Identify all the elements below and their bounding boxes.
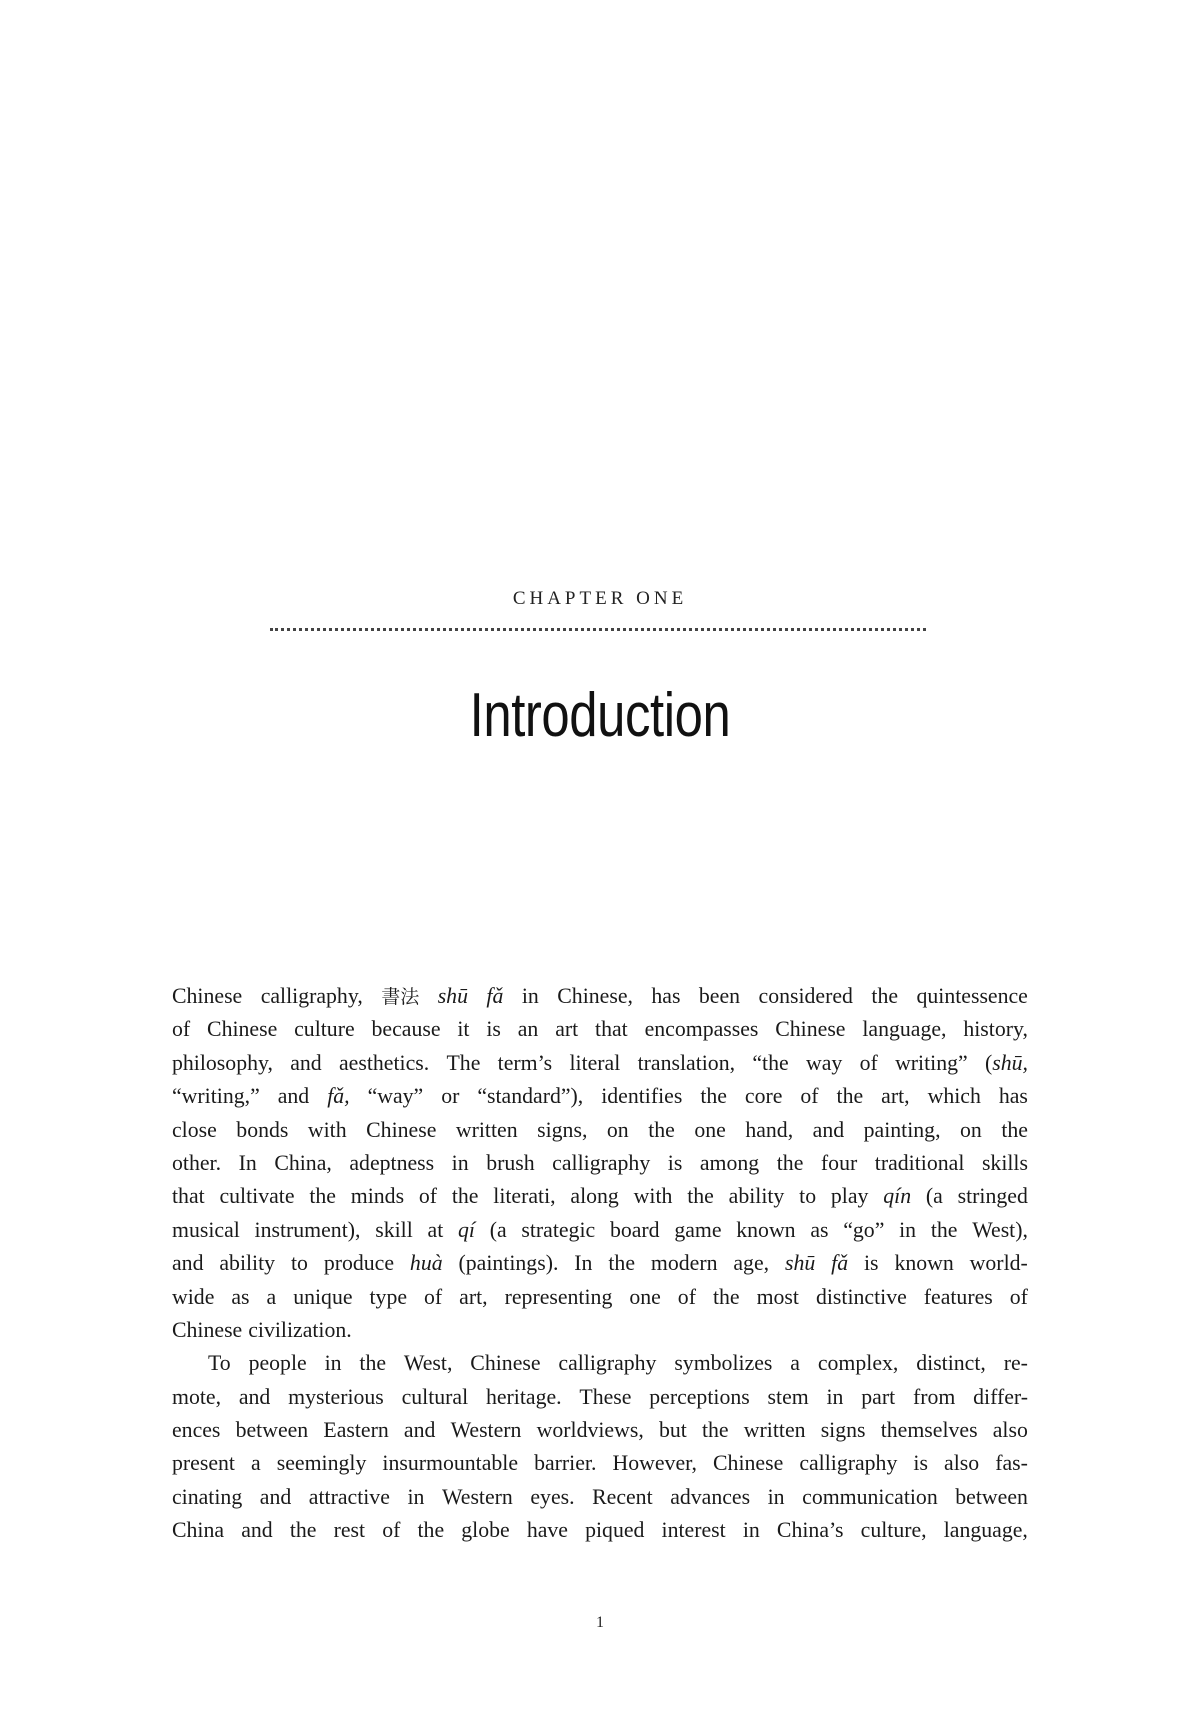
text-line: cinating and attractive in Western eyes. Recent advances in communication between	[172, 1484, 1028, 1509]
text-line: ences between Eastern and Western worldviews, but the written signs themselves also	[172, 1418, 1028, 1443]
page-number: 1	[596, 1614, 604, 1631]
text-line: mote, and mysterious cultural heritage. These perceptions stem in part from differ-	[172, 1384, 1028, 1409]
dotted-rule	[270, 628, 926, 631]
text-line: “writing,” and fǎ, “way” or “standard”), identifies the core of the art, which has	[172, 1084, 1028, 1109]
text-line: Chinese calligraphy, 書法 shū fǎ in Chinese, has been considered the quintessence	[172, 984, 1028, 1008]
text-line: that cultivate the minds of the literati, along with the ability to play qín (a stringed	[172, 1184, 1028, 1209]
text-line: present a seemingly insurmountable barrier. However, Chinese calligraphy is also fas-	[172, 1451, 1028, 1476]
text-line: China and the rest of the globe have piqued interest in China’s culture, language,	[172, 1518, 1028, 1543]
text-line: and ability to produce huà (paintings). In the modern age, shū fǎ is known world-	[172, 1251, 1028, 1276]
text-line: other. In China, adeptness in brush calligraphy is among the four traditional skills	[172, 1150, 1028, 1175]
text-line: To people in the West, Chinese calligraphy symbolizes a complex, distinct, re-	[208, 1351, 1028, 1376]
chapter-label: CHAPTER ONE	[512, 588, 688, 609]
text-line: wide as a unique type of art, representing one of the most distinctive features of	[172, 1284, 1028, 1309]
text-line: of Chinese culture because it is an art that encompasses Chinese language, history,	[172, 1017, 1028, 1042]
chapter-title: Introduction	[469, 681, 731, 750]
text-line: Chinese civilization.	[172, 1317, 352, 1342]
text-line: close bonds with Chinese written signs, on the one hand, and painting, on the	[172, 1117, 1028, 1142]
body-text	[172, 980, 1028, 1548]
text-line: philosophy, and aesthetics. The term’s literal translation, “the way of writing” (shū,	[172, 1050, 1028, 1075]
text-line: musical instrument), skill at qí (a strategic board game known as “go” in the West),	[172, 1217, 1028, 1242]
